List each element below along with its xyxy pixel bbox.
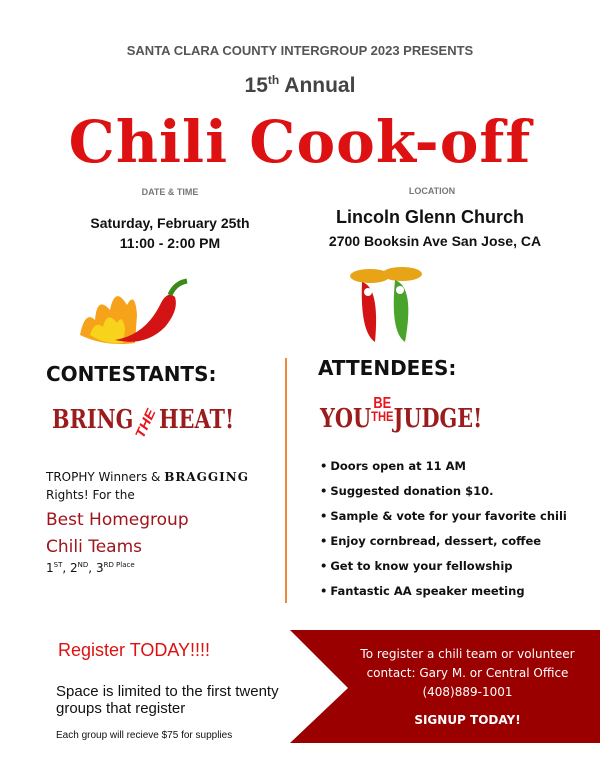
banner-text xyxy=(340,645,595,702)
place-num: 2 xyxy=(70,561,78,575)
slogan-tilt: THE xyxy=(133,405,159,442)
annual-suffix: th xyxy=(267,73,280,87)
place-sup: ST xyxy=(53,561,63,569)
presents-line: SANTA CLARA COUNTY INTERGROUP 2023 PRESENTS xyxy=(126,43,474,58)
annual-number: 15 xyxy=(244,74,268,97)
signup-cta: SIGNUP TODAY! xyxy=(414,713,521,727)
list-item: • Fantastic AA speaker meeting xyxy=(320,583,567,608)
address: 2700 Booksin Ave San Jose, CA xyxy=(328,233,542,249)
places: 1ST, 2ND, $3^{RD Place}$ xyxy=(46,561,135,575)
flaming-pepper-icon xyxy=(75,275,190,350)
register-title: Register TODAY!!!! xyxy=(58,640,211,660)
you-be-the-judge-logo xyxy=(320,395,483,434)
event-title: Chili Cook-off xyxy=(68,108,532,176)
list-item: • Doors open at 11 AM xyxy=(320,458,567,483)
trophy-text xyxy=(46,468,276,504)
best-homegroup xyxy=(46,507,189,561)
datetime-label: DATE & TIME xyxy=(141,187,199,197)
slogan-be: BE xyxy=(373,395,392,412)
slogan-the: THE xyxy=(371,408,394,424)
list-item: • Suggested donation $10. xyxy=(320,483,567,508)
slogan-part: HEAT! xyxy=(158,405,235,435)
column-divider xyxy=(285,358,287,603)
bring-the-heat-logo xyxy=(52,405,235,442)
place-num: 3 xyxy=(95,561,104,575)
trophy-brag: BRAGGING xyxy=(164,470,249,484)
banner-line: contact: Gary M. or Central Office xyxy=(366,666,569,680)
list-item: • Get to know your fellowship xyxy=(320,558,567,583)
attendee-bullets xyxy=(320,458,567,608)
venue: Lincoln Glenn Church xyxy=(336,207,524,227)
datetime xyxy=(40,213,300,253)
annual-text: Annual xyxy=(284,74,356,97)
date: Saturday, February 25th xyxy=(90,215,250,231)
annual-line xyxy=(0,73,600,98)
supplies-note: Each group will recieve $75 for supplies xyxy=(56,730,233,741)
banner-line: To register a chili team or volunteer xyxy=(360,647,575,661)
list-item: • Sample & vote for your favorite chili xyxy=(320,508,567,533)
banner-phone: (408)889-1001 xyxy=(422,685,513,699)
trophy-a: TROPHY Winners & xyxy=(46,470,165,484)
trophy-b: Rights! For the xyxy=(46,488,135,502)
list-item: • Enjoy cornbread, dessert, coffee xyxy=(320,533,567,558)
chili-mascots-icon xyxy=(340,262,435,347)
slogan-part: JUDGE! xyxy=(393,404,483,434)
location-label: LOCATION xyxy=(408,186,456,196)
place-num: 1 xyxy=(46,561,54,575)
slogan-part: BRING xyxy=(52,405,134,435)
time: 11:00 - 2:00 PM xyxy=(119,235,221,251)
best-line: Chili Teams xyxy=(46,537,143,557)
place-sup: ND xyxy=(77,561,89,569)
best-line: Best Homegroup xyxy=(46,510,189,530)
attendees-heading: ATTENDEES: xyxy=(318,356,457,380)
contestants-heading: CONTESTANTS: xyxy=(46,362,217,386)
place-sup: RD Place xyxy=(103,561,135,569)
slogan-part: YOU xyxy=(320,404,372,434)
space-limited: Space is limited to the first twenty groups that register xyxy=(56,683,279,717)
